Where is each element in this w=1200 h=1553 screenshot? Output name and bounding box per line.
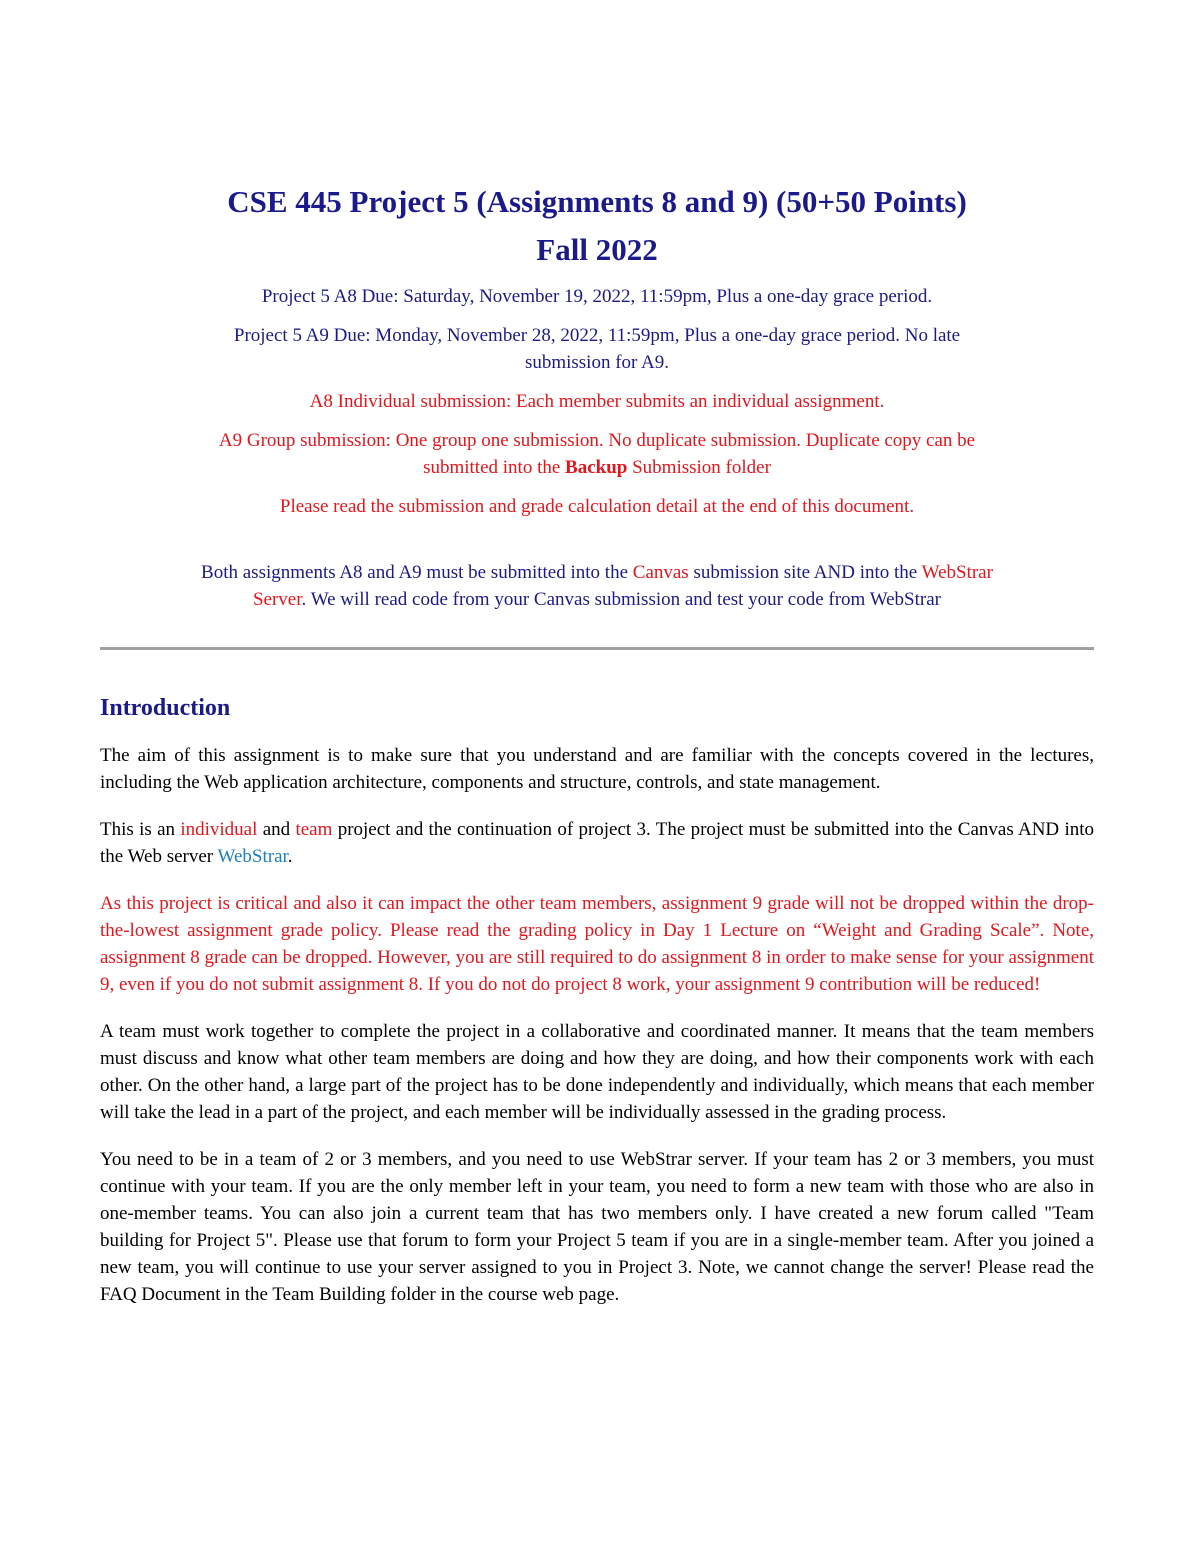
due-a9 [100, 322, 1094, 376]
document-title: CSE 445 Project 5 (Assignments 8 and 9) (50+50 Points) [227, 184, 967, 219]
both-line2-rest: . We will read code from your Canvas submission and test your code from WebStrar [301, 589, 941, 610]
a9-group-note [100, 427, 1094, 481]
a9-group-line2-post: Submission folder [627, 457, 771, 478]
backup-bold: Backup [565, 457, 628, 478]
individual-highlight: individual [180, 819, 258, 840]
a9-group-line1: A9 Group submission: One group one submission. No duplicate submission. Duplicate copy can be [218, 430, 976, 451]
intro-paragraph-2 [100, 816, 1094, 870]
team-highlight: team [295, 819, 333, 840]
p2-d: . [287, 846, 293, 867]
section-heading-introduction: Introduction [100, 695, 231, 721]
p2-a: This is an [100, 819, 181, 840]
a8-individual-note: A8 Individual submission: Each member submits an individual assignment. [309, 391, 885, 412]
submission-sites-note [100, 559, 1094, 613]
both-line1-b: submission site AND into the [688, 562, 922, 583]
server-highlight: Server [252, 589, 302, 610]
intro-paragraph-1: The aim of this assignment is to make sure that you understand and are familiar with the concepts covered in the lectures, including the Web application architecture, components and structure, controls, and state management. [100, 745, 1094, 793]
webstrar-highlight: WebStrar [921, 562, 993, 583]
section-divider [100, 647, 1094, 650]
a9-group-line2-pre: submitted into the [423, 457, 566, 478]
p2-b: and [257, 819, 296, 840]
due-a9-line2: submission for A9. [524, 352, 670, 373]
canvas-highlight: Canvas [632, 562, 689, 583]
intro-paragraph-3: As this project is critical and also it can impact the other team members, assignment 9 grade will not be dropped within the drop-the-lowest assignment grade policy. Please read the grading policy in Day 1 Lecture on “Weight and Grading Scale”. Note, assignment 8 grade can be dropped. However, you are still required to do assignment 8 in order to make sense for your assignment 9, even if you do not submit assignment 8. If you do not do project 8 work, your assignment 9 contribution will be reduced! [100, 893, 1094, 995]
read-detail-note: Please read the submission and grade calculation detail at the end of this document. [279, 496, 915, 517]
intro-paragraph-5: You need to be in a team of 2 or 3 members, and you need to use WebStrar server. If your team has 2 or 3 members, you must continue with your team. If you are the only member left in your team, you need to form a new team with those who are also in one-member teams. You can also join a current team that has two members only. I have created a new forum called "Team building for Project 5". Please use that forum to form your Project 5 team if you are in a single-member team. After you joined a new team, you will continue to use your server assigned to you in Project 3. Note, we cannot change the server! Please read the FAQ Document in the Team Building folder in the course web page. [100, 1149, 1094, 1305]
due-a9-line1: Project 5 A9 Due: Monday, November 28, 2022, 11:59pm, Plus a one-day grace period. No late [233, 325, 961, 346]
document-term: Fall 2022 [536, 232, 658, 267]
webstrar-link[interactable]: WebStrar [217, 846, 288, 867]
both-line1-a: Both assignments A8 and A9 must be submitted into the [201, 562, 633, 583]
p2-c: project and the continuation of project 3. The project must be submitted into the Canvas AND into the Web server [100, 819, 1095, 867]
intro-paragraph-4: A team must work together to complete the project in a collaborative and coordinated manner. It means that the team members must discuss and know what other team members are doing and how they are doing, and how their components work with each other. On the other hand, a large part of the project has to be done independently and individually, which means that each member will take the lead in a part of the project, and each member will be individually assessed in the grading process. [100, 1021, 1094, 1123]
due-a8: Project 5 A8 Due: Saturday, November 19, 2022, 11:59pm, Plus a one-day grace period. [261, 286, 933, 307]
